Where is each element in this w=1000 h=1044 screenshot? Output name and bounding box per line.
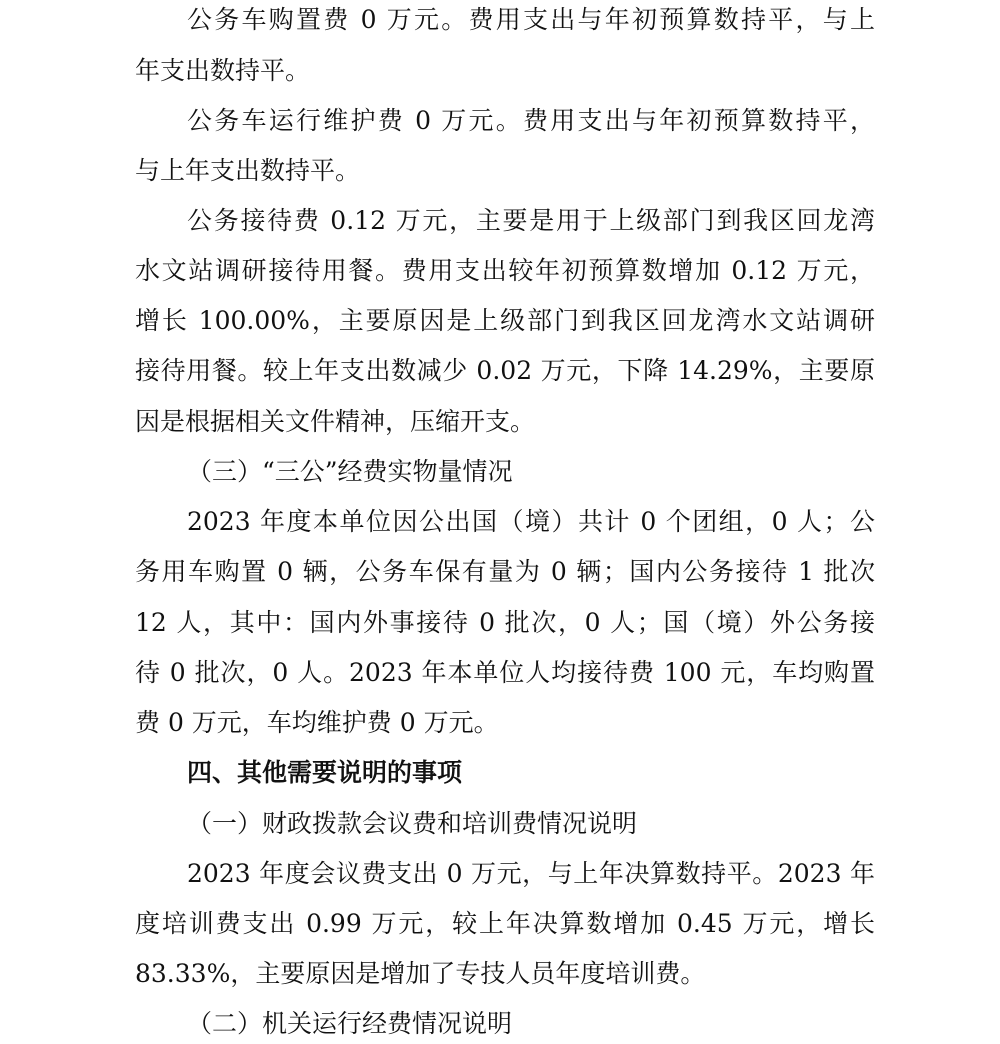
text-line: 待 0 批次，0 人。2023 年本单位人均接待费 100 元，车均购置 [135,658,875,687]
section-heading: （二）机关运行经费情况说明 [187,1009,513,1038]
text-line: 公务车购置费 0 万元。费用支出与年初预算数持平，与上 [187,5,875,34]
text-line: 水文站调研接待用餐。费用支出较年初预算数增加 0.12 万元， [135,256,875,285]
text-line: 2023 年度会议费支出 0 万元，与上年决算数持平。2023 年 [187,859,875,888]
text-line: 2023 年度本单位因公出国（境）共计 0 个团组，0 人；公 [187,507,875,536]
text-line: 年支出数持平。 [135,56,311,85]
text-line: 度培训费支出 0.99 万元，较上年决算数增加 0.45 万元，增长 [135,909,875,938]
text-line: 因是根据相关文件精神，压缩开支。 [135,407,536,436]
text-line: 增长 100.00%，主要原因是上级部门到我区回龙湾水文站调研 [135,306,875,335]
section-heading: （一）财政拨款会议费和培训费情况说明 [187,809,638,838]
text-line: 83.33%，主要原因是增加了专技人员年度培训费。 [135,959,706,988]
text-line: 接待用餐。较上年支出数减少 0.02 万元，下降 14.29%，主要原 [135,356,875,385]
text-line: 费 0 万元，车均维护费 0 万元。 [135,708,499,737]
text-line: 务用车购置 0 辆，公务车保有量为 0 辆；国内公务接待 1 批次 [135,557,875,586]
text-line: 与上年支出数持平。 [135,156,361,185]
section-heading: （三）“三公”经费实物量情况 [187,457,513,486]
chapter-heading: 四、其他需要说明的事项 [187,758,463,787]
text-line: 12 人，其中：国内外事接待 0 批次，0 人；国（境）外公务接 [135,608,875,637]
text-line: 公务车运行维护费 0 万元。费用支出与年初预算数持平， [187,106,875,135]
text-line: 公务接待费 0.12 万元，主要是用于上级部门到我区回龙湾 [187,206,875,235]
